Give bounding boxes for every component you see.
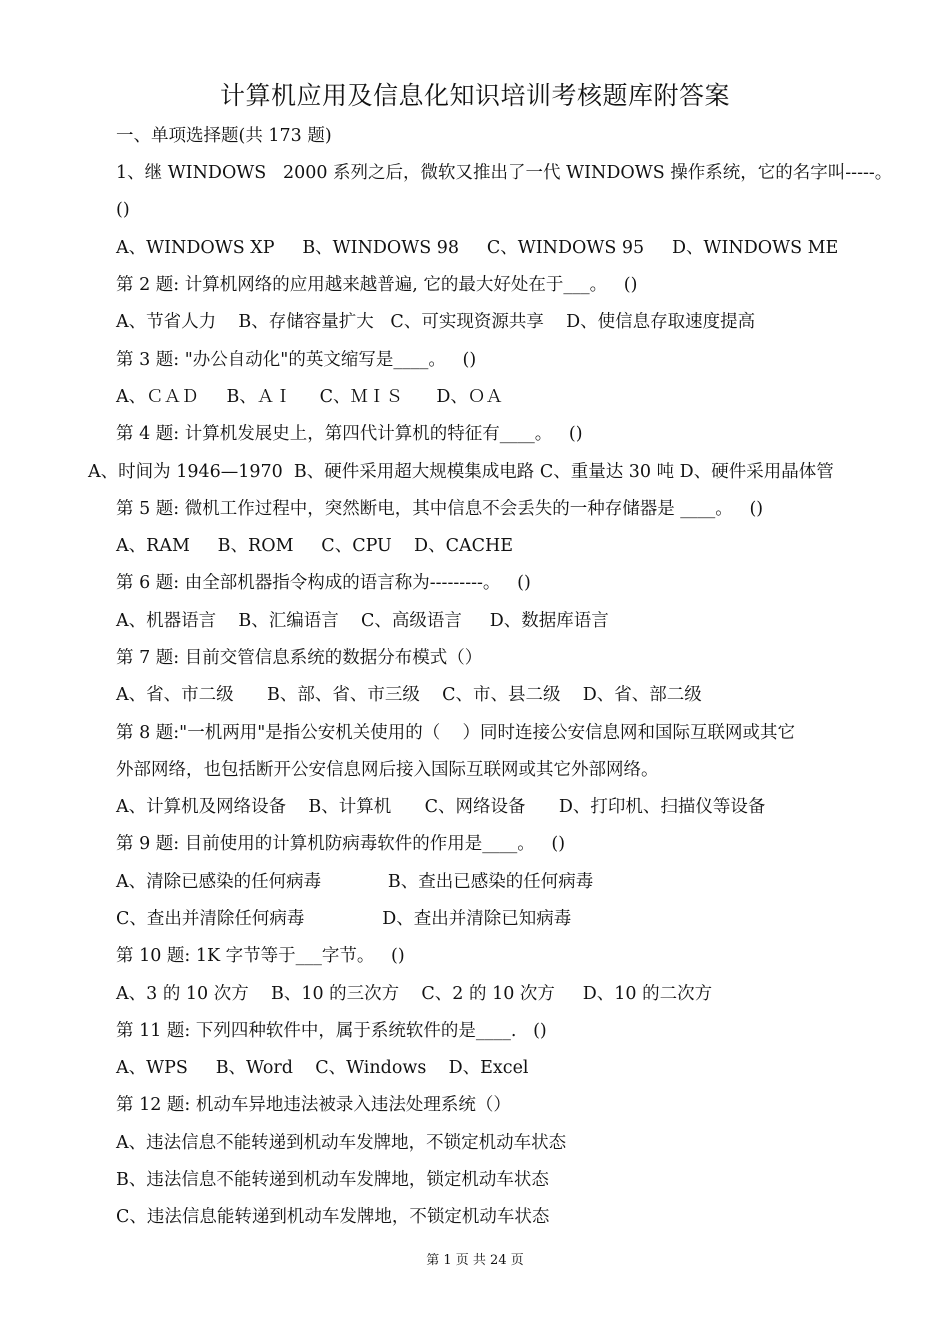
question-12-option-a: A、违法信息不能转递到机动车发牌地，不锁定机动车状态 bbox=[116, 1133, 567, 1153]
question-4-text: 第 4 题: 计算机发展史上，第四代计算机的特征有____。 () bbox=[116, 424, 583, 444]
question-10-text: 第 10 题: 1K 字节等于___字节。 () bbox=[116, 946, 405, 966]
question-1-answer-slot: () bbox=[116, 200, 130, 220]
question-1-text: 1、继 WINDOWS 2000 系列之后，微软又推出了一代 WINDOWS 操作系统，它的名字叫-----。 bbox=[116, 163, 893, 183]
question-2-text: 第 2 题: 计算机网络的应用越来越普遍, 它的最大好处在于___。 () bbox=[116, 275, 638, 295]
question-12-option-b: B、违法信息不能转递到机动车发牌地，锁定机动车状态 bbox=[116, 1170, 549, 1190]
question-3-text: 第 3 题: "办公自动化"的英文缩写是____。 () bbox=[116, 350, 477, 370]
question-9-text: 第 9 题: 目前使用的计算机防病毒软件的作用是____。 () bbox=[116, 834, 566, 854]
page-footer: 第 1 页 共 24 页 bbox=[426, 1253, 524, 1268]
question-8-text: 第 8 题:"一机两用"是指公安机关使用的（ ）同时连接公安信息网和国际互联网或其它 bbox=[116, 723, 796, 743]
section-heading: 一、单项选择题(共 173 题) bbox=[116, 126, 332, 146]
question-6-options: A、机器语言 B、汇编语言 C、高级语言 D、数据库语言 bbox=[116, 611, 609, 631]
question-1-options: A、WINDOWS XP B、WINDOWS 98 C、WINDOWS 95 D、WINDOWS ME bbox=[116, 238, 839, 258]
question-5-options: A、RAM B、ROM C、CPU D、CACHE bbox=[116, 536, 514, 556]
question-9-options-cd: C、查出并清除任何病毒 D、查出并清除已知病毒 bbox=[116, 909, 572, 929]
question-5-text: 第 5 题: 微机工作过程中，突然断电，其中信息不会丢失的一种存储器是 ____。 () bbox=[116, 499, 764, 519]
question-4-options: A、时间为 1946—1970 B、硬件采用超大规模集成电路 C、重量达 30 吨 D、硬件采用晶体管 bbox=[88, 462, 834, 482]
question-7-options: A、省、市二级 B、部、省、市三级 C、市、县二级 D、省、部二级 bbox=[116, 685, 702, 705]
question-8-options: A、计算机及网络设备 B、计算机 C、网络设备 D、打印机、扫描仪等设备 bbox=[116, 797, 766, 817]
question-10-options: A、3 的 10 次方 B、10 的三次方 C、2 的 10 次方 D、10 的二次方 bbox=[116, 984, 713, 1004]
question-3-options: A、ＣＡＤ B、ＡＩ C、ＭＩＳ D、ＯＡ bbox=[116, 387, 503, 407]
question-11-text: 第 11 题: 下列四种软件中，属于系统软件的是____. () bbox=[116, 1021, 547, 1041]
question-12-text: 第 12 题: 机动车异地违法被录入违法处理系统（） bbox=[116, 1095, 511, 1115]
question-2-options: A、节省人力 B、存储容量扩大 C、可实现资源共享 D、使信息存取速度提高 bbox=[116, 312, 756, 332]
question-6-text: 第 6 题: 由全部机器指令构成的语言称为---------。 () bbox=[116, 573, 531, 593]
question-9-options-ab: A、清除已感染的任何病毒 B、查出已感染的任何病毒 bbox=[116, 872, 594, 892]
question-12-option-c: C、违法信息能转递到机动车发牌地，不锁定机动车状态 bbox=[116, 1207, 550, 1227]
document-title: 计算机应用及信息化知识培训考核题库附答案 bbox=[219, 81, 730, 110]
question-8-text-continued: 外部网络，也包括断开公安信息网后接入国际互联网或其它外部网络。 bbox=[116, 760, 659, 780]
question-7-text: 第 7 题: 目前交管信息系统的数据分布模式（） bbox=[116, 648, 483, 668]
question-11-options: A、WPS B、Word C、Windows D、Excel bbox=[116, 1058, 529, 1078]
